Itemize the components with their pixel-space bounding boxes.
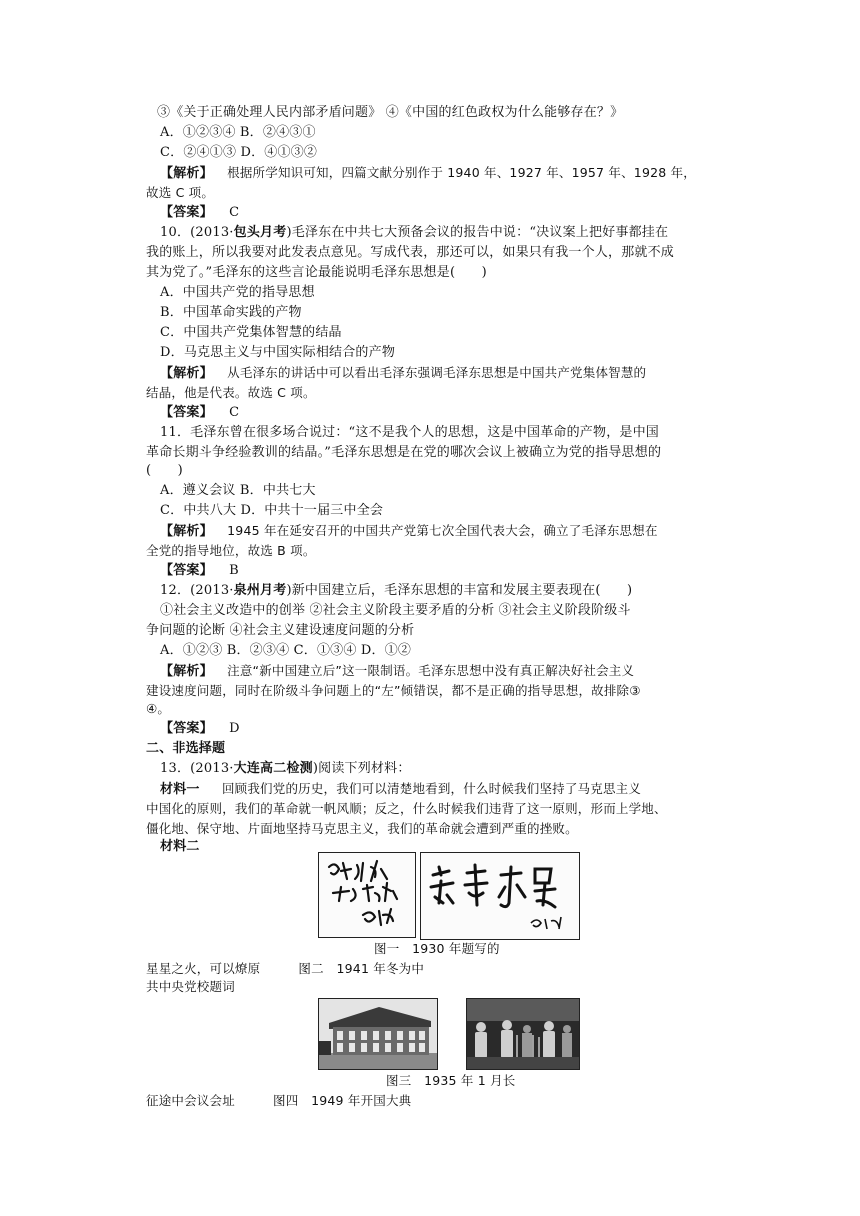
section-heading: 二、非选择题 <box>146 741 226 756</box>
q11-stem-2: 革命长期斗争经验教训的结晶。”毛泽东思想是在党的哪次会议上被确立为党的指导思想的 <box>146 445 662 460</box>
analysis-text: 1945 年在延安召开的中国共产党第七次全国代表大会，确立了毛泽东思想在 <box>227 523 658 538</box>
analysis-tag: 【解析】 <box>160 664 213 679</box>
question-stem: )毛泽东在中共七大预备会议的报告中说：“决议案上把好事都挂在 <box>286 225 669 240</box>
q12-analysis-cont-2: ④。 <box>146 701 171 716</box>
q11-stem: 11．毛泽东曾在很多场合说过：“这不是我个人的思想，这是中国革命的产物，是中国 <box>160 425 659 440</box>
q11-analysis <box>160 522 658 541</box>
analysis-tag: 【解析】 <box>160 366 213 381</box>
q9-analysis <box>160 164 696 183</box>
figure-caption-4: 图三 1935 年 1 月长 <box>386 1073 516 1088</box>
q12-analysis-cont: 建设速度问题，同时在阶级斗争问题上的“左”倾错误，都不是正确的指导思想，故排除③ <box>146 683 641 698</box>
q9-options-ab: A．①②③④ B．②④③① <box>160 125 316 140</box>
answer-tag: 【答案】 <box>160 405 213 420</box>
analysis-tag: 【解析】 <box>160 166 213 181</box>
question-stem: )阅读下列材料： <box>312 761 411 776</box>
q12-items: ①社会主义改造中的创举 ②社会主义阶段主要矛盾的分析 ③社会主义阶段阶级斗 <box>160 603 631 618</box>
q10-option-b: B．中国革命实践的产物 <box>160 305 302 320</box>
q11-stem-3: ( ) <box>146 463 183 478</box>
figure-caption-3: 共中央党校题词 <box>146 979 235 994</box>
q10-option-a: A．中国共产党的指导思想 <box>160 285 315 300</box>
q11-analysis-cont: 全党的指导地位，故选 B 项。 <box>146 543 316 558</box>
q9-options-cd: C．②④①③ D．④①③② <box>160 145 318 160</box>
answer-value: B <box>229 563 239 578</box>
q12-items-cont: 争问题的论断 ④社会主义建设速度问题的分析 <box>146 623 415 638</box>
material-1-tag: 材料一 <box>160 782 200 797</box>
q12-stem <box>160 582 632 600</box>
q10-option-d: D．马克思主义与中国实际相结合的产物 <box>160 345 396 360</box>
q10-answer <box>160 404 239 422</box>
q12-analysis <box>160 662 634 681</box>
q10-analysis <box>160 364 646 383</box>
question-source: 包头月考 <box>233 225 287 240</box>
q11-options-ab: A．遵义会议 B．中共七大 <box>160 483 316 498</box>
figure-2-calligraphy-image <box>420 852 580 940</box>
question-stem: )新中国建立后，毛泽东思想的丰富和发展主要表现在( ) <box>286 583 633 598</box>
figure-caption-2: 星星之火，可以燎原 图二 1941 年冬为中 <box>146 961 425 976</box>
q10-stem <box>160 224 668 242</box>
material-1 <box>160 780 641 799</box>
question-source: 大连高二检测 <box>233 761 313 776</box>
question-number: 13．(2013· <box>160 761 234 776</box>
analysis-tag: 【解析】 <box>160 524 213 539</box>
answer-tag: 【答案】 <box>160 563 213 578</box>
answer-value: C <box>229 205 240 220</box>
q10-stem-2: 我的账上，所以我要对此发表点意见。写成代表，那还可以，如果只有我一个人，那就不成 <box>146 245 675 260</box>
material-1-cont-2: 僵化地、保守地、片面地坚持马克思主义，我们的革命就会遭到严重的挫败。 <box>146 821 578 836</box>
q10-stem-3: 其为党了。”毛泽东的这些言论最能说明毛泽东思想是( ) <box>146 265 487 280</box>
figure-4-ceremony-photo <box>466 998 580 1070</box>
q9-analysis-cont: 故选 C 项。 <box>146 185 215 200</box>
q9-answer <box>160 204 239 222</box>
analysis-text: 根据所学知识可知，四篇文献分别作于 1940 年、1927 年、1957 年、1928 年， <box>227 165 696 180</box>
answer-tag: 【答案】 <box>160 721 213 736</box>
figure-3-building-photo <box>318 998 438 1070</box>
figure-caption-5: 征途中会议会址 图四 1949 年开国大典 <box>146 1093 412 1108</box>
analysis-text: 注意“新中国建立后”这一限制语。毛泽东思想中没有真正解决好社会主义 <box>227 663 635 678</box>
answer-tag: 【答案】 <box>160 205 213 220</box>
analysis-text: 从毛泽东的讲话中可以看出毛泽东强调毛泽东思想是中国共产党集体智慧的 <box>227 365 647 380</box>
q13-stem <box>160 760 411 778</box>
q11-options-cd: C．中共八大 D．中共十一届三中全会 <box>160 503 384 518</box>
q11-answer <box>160 562 239 580</box>
q9-items: ③《关于正确处理人民内部矛盾问题》 ④《中国的红色政权为什么能够存在？》 <box>157 105 624 120</box>
material-1-cont: 中国化的原则，我们的革命就一帆风顺；反之，什么时候我们违背了这一原则，形而上学地、 <box>146 801 667 816</box>
question-number: 12．(2013· <box>160 583 234 598</box>
material-2-tag: 材料二 <box>160 839 200 854</box>
figure-caption-1: 图一 1930 年题写的 <box>374 941 500 956</box>
q12-answer <box>160 720 240 738</box>
q10-analysis-cont: 结晶，他是代表。故选 C 项。 <box>146 385 316 400</box>
question-source: 泉州月考 <box>233 583 287 598</box>
material-1-text: 回顾我们党的历史，我们可以清楚地看到，什么时候我们坚持了马克思主义 <box>221 781 642 796</box>
q12-options: A．①②③ B．②③④ C．①③④ D．①② <box>160 643 412 658</box>
answer-value: D <box>229 721 240 736</box>
figure-1-calligraphy-image <box>318 852 416 938</box>
question-number: 10．(2013· <box>160 225 234 240</box>
answer-value: C <box>229 405 240 420</box>
q10-option-c: C．中国共产党集体智慧的结晶 <box>160 325 342 340</box>
